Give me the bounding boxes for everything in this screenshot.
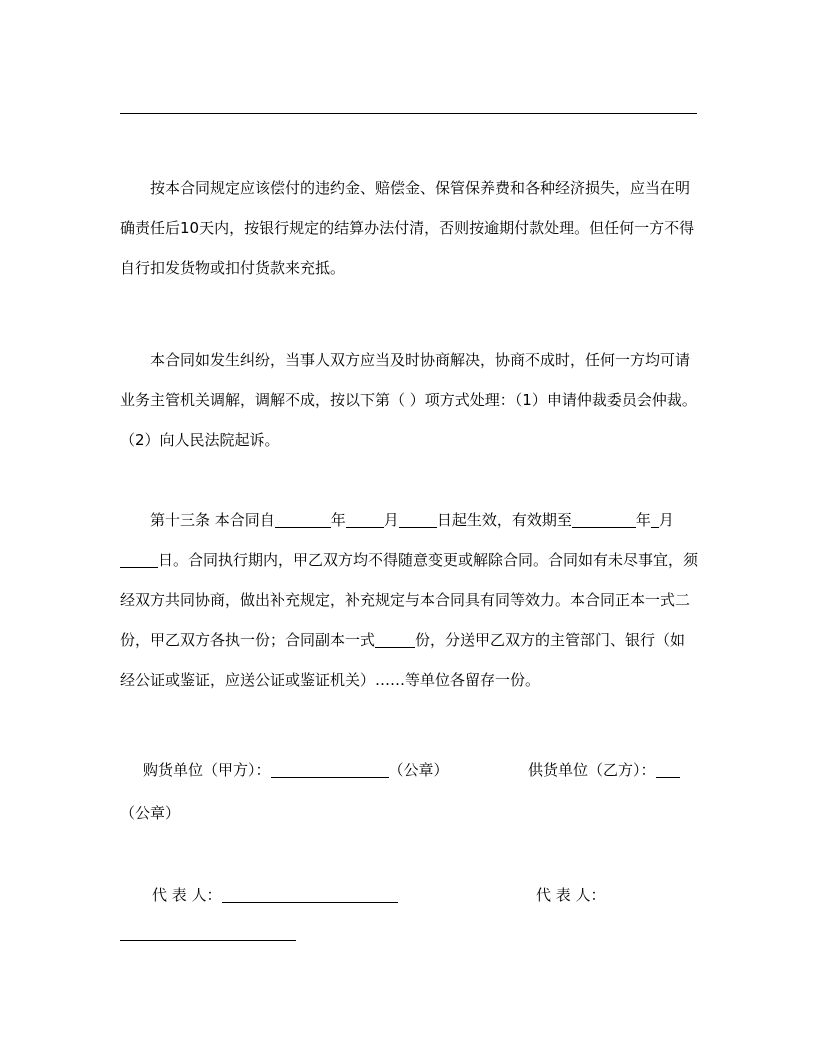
seller-representative-line	[536, 885, 606, 905]
paragraph-dispute: 本合同如发生纠纷，当事人双方应当及时协商解决，协商不成时，任何一方均可请业务主管机关调解，调解不成，按以下第（ ）项方式处理：（1）申请仲裁委员会仲裁。（2）向人民法院起诉。	[120, 351, 697, 449]
buyer-rep-label: 代 表 人：	[152, 886, 222, 904]
end-day-blank[interactable]	[120, 551, 158, 568]
month-label: 月	[658, 511, 674, 529]
seller-blank[interactable]	[656, 761, 680, 778]
seller-signature-line	[528, 760, 680, 780]
buyer-representative-line	[152, 885, 398, 905]
end-month-blank[interactable]	[651, 511, 659, 528]
start-day-blank[interactable]	[399, 511, 437, 528]
year-label: 年	[330, 511, 346, 529]
seller-label: 供货单位（乙方）：	[528, 761, 656, 779]
buyer-rep-blank[interactable]	[222, 886, 398, 903]
copies-blank[interactable]	[375, 631, 415, 648]
buyer-blank[interactable]	[271, 761, 389, 778]
start-month-blank[interactable]	[346, 511, 384, 528]
paragraph-article-13	[120, 500, 698, 700]
paragraph-compensation: 按本合同规定应该偿付的违约金、赔偿金、保管保养费和各种经济损失，应当在明确责任后10天内，按银行规定的结算办法付清，否则按逾期付款处理。但任何一方不得自行扣发货物或扣付货款来充抵。	[120, 179, 695, 277]
buyer-label: 购货单位（甲方）：	[143, 761, 271, 779]
buyer-signature-line	[143, 760, 449, 780]
seller-rep-blank[interactable]	[120, 940, 296, 941]
buyer-seal: （公章）	[388, 761, 449, 779]
article-13-text: 第十三条 本合同自	[150, 511, 275, 529]
seller-rep-label: 代 表 人：	[536, 886, 606, 904]
start-year-blank[interactable]	[275, 511, 331, 528]
month-label: 月	[383, 511, 399, 529]
end-year-blank[interactable]	[572, 511, 636, 528]
year-label: 年	[635, 511, 651, 529]
header-rule	[120, 113, 697, 114]
valid-until-text: 日起生效，有效期至	[436, 511, 572, 529]
article-13-tail: 份，分送甲乙双方的主管部门、银行（如经公证或鉴证，应送公证或鉴证机关）……等单位各留存一份。	[120, 631, 686, 689]
seller-seal: （公章）	[120, 804, 181, 822]
article-13-body: 日。合同执行期内，甲乙双方均不得随意变更或解除合同。合同如有未尽事宜，须经双方共同协商，做出补充规定，补充规定与本合同具有同等效力。本合同正本一式二份，甲乙双方各执一份；合同副本一式	[120, 551, 699, 649]
